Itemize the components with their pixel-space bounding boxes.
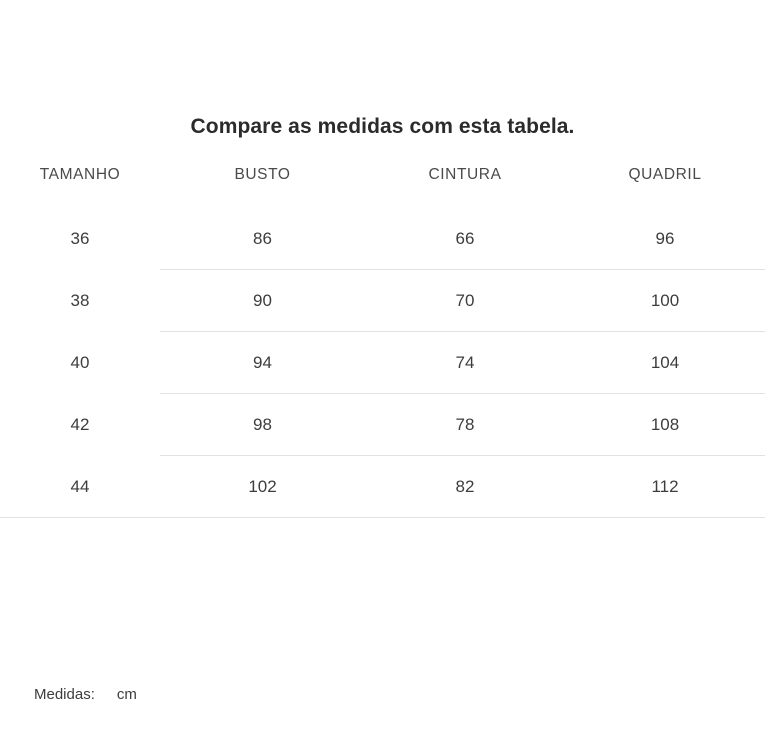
cell-cintura: 82 [365,456,565,518]
table-row [0,270,765,332]
cell-size: 38 [70,291,90,310]
table-row [0,394,765,456]
cell-size: 42 [70,415,90,434]
column-header-quadril: QUADRIL [628,166,702,183]
cell-busto: 102 [160,456,365,518]
measurement-unit-note [34,686,137,703]
cell-quadril: 96 [565,208,765,270]
cell-cintura: 66 [365,208,565,270]
table-row [0,208,765,270]
cell-cintura: 74 [365,332,565,394]
column-header-cintura: CINTURA [428,166,502,183]
cell-busto: 94 [160,332,365,394]
size-table-container [0,160,765,518]
measurement-unit: cm [116,686,137,703]
page-title: Compare as medidas com esta tabela. [190,115,575,138]
size-table [0,160,765,518]
cell-busto: 90 [160,270,365,332]
cell-size: 36 [70,229,90,248]
table-row [0,456,765,518]
measurement-label: Medidas: [34,686,95,703]
cell-cintura: 70 [365,270,565,332]
table-row [0,332,765,394]
table-body [0,208,765,518]
cell-quadril: 104 [565,332,765,394]
cell-size: 44 [0,456,160,518]
cell-quadril: 100 [565,270,765,332]
table-header [0,160,765,208]
cell-size: 40 [70,353,90,372]
column-header-tamanho: TAMANHO [39,166,121,183]
table-header-row [0,160,765,208]
cell-quadril: 112 [565,456,765,518]
column-header-busto: BUSTO [234,166,291,183]
cell-quadril: 108 [565,394,765,456]
cell-cintura: 78 [365,394,565,456]
cell-busto: 86 [160,208,365,270]
cell-busto: 98 [160,394,365,456]
